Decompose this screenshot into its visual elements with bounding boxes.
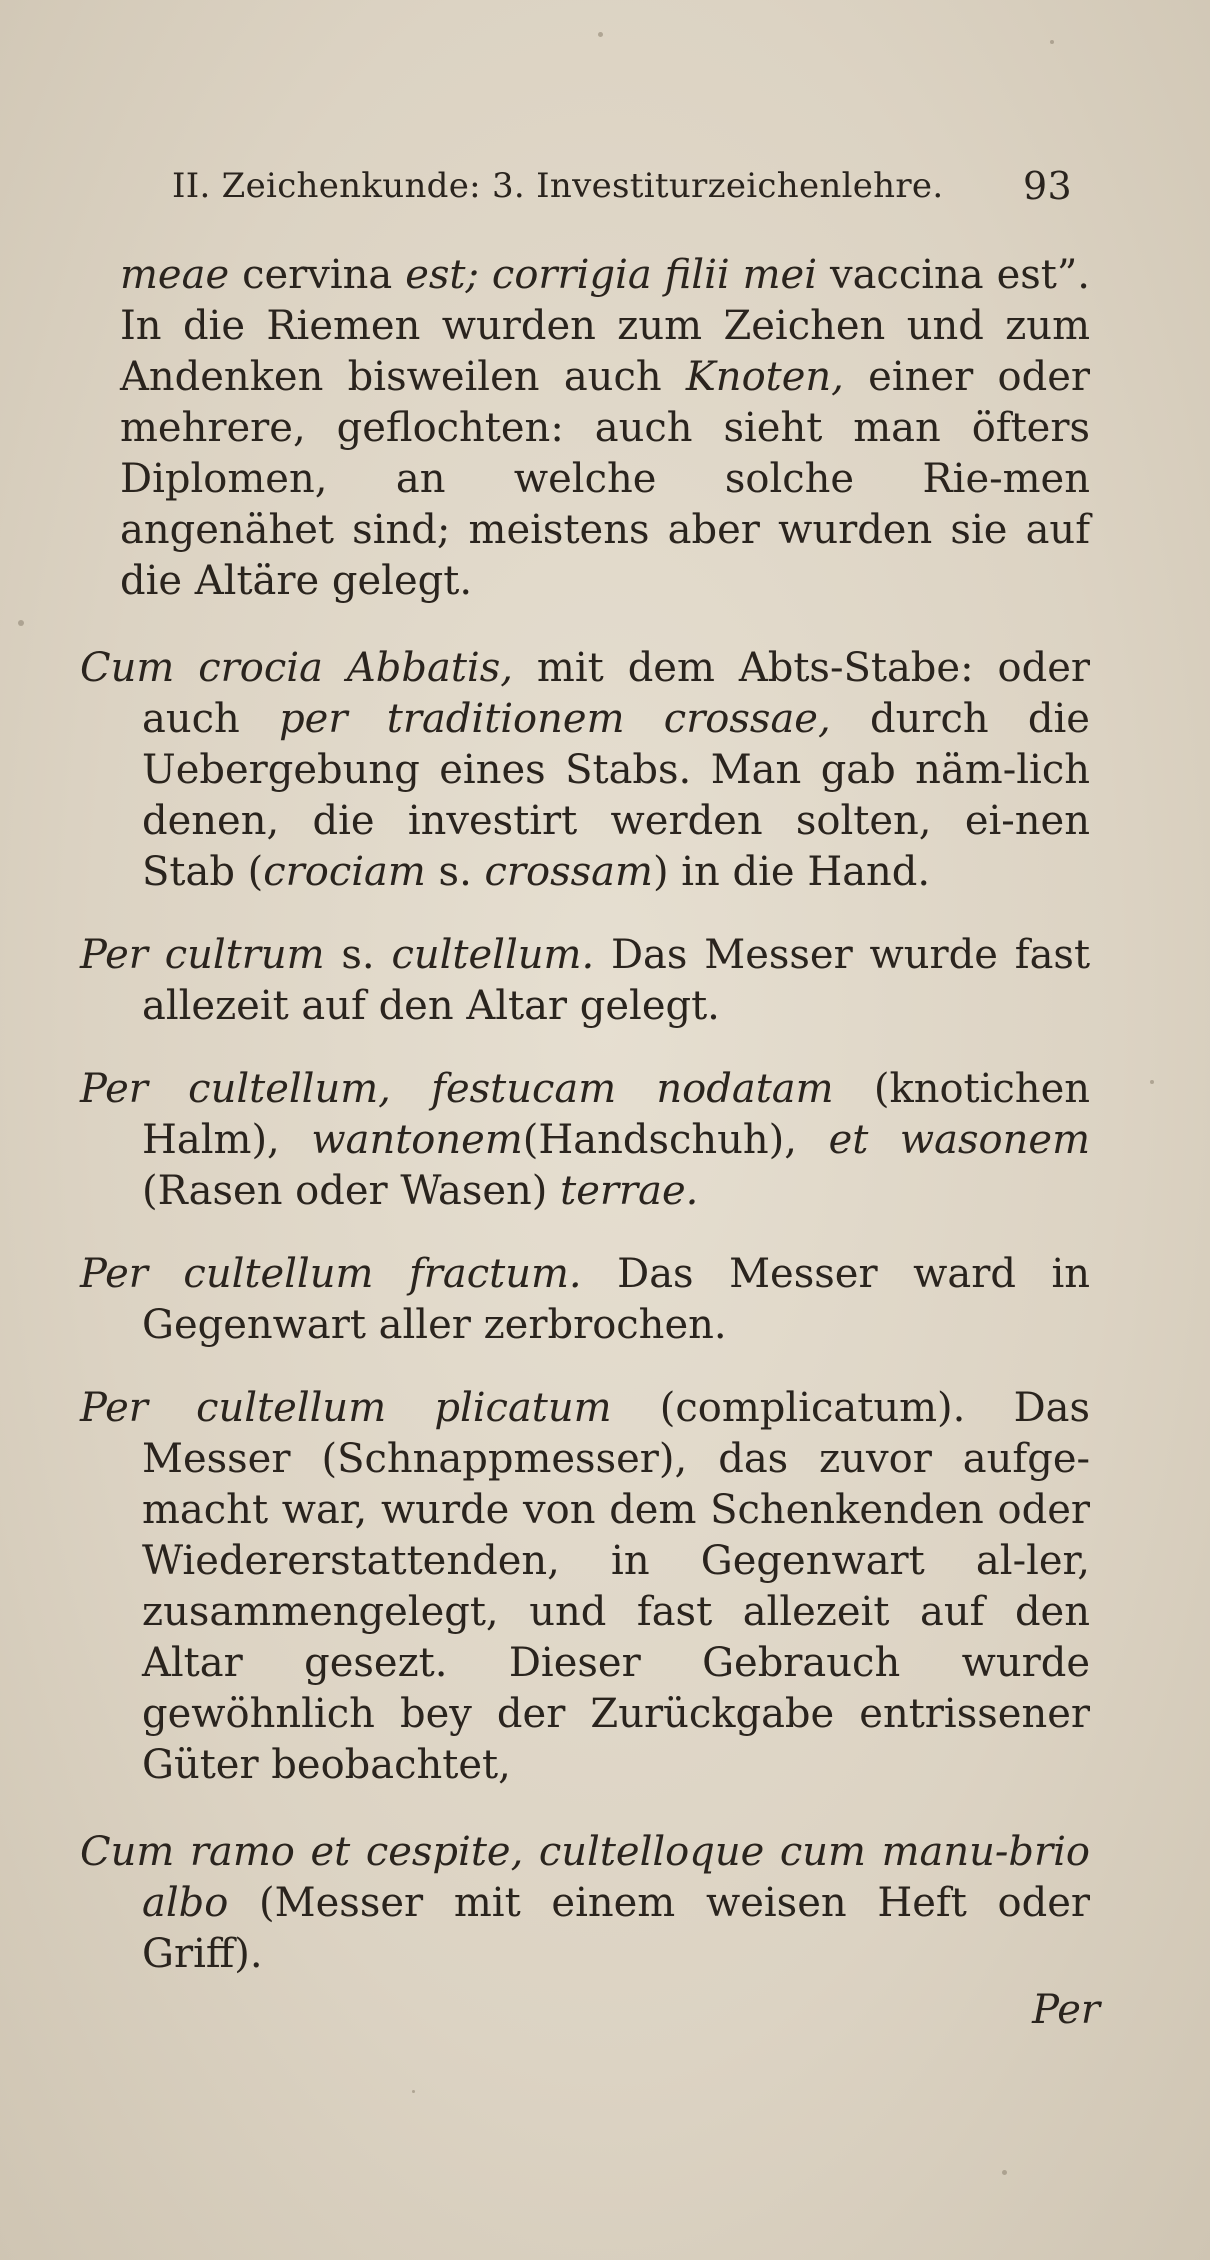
entry-per-cultellum-festucam [80,1064,1090,1217]
text-span: corrigia filii mei [491,252,818,298]
text-span: s. [425,849,485,895]
entry-cum-ramo [80,1827,1090,1980]
text-span: einer oder mehrere, geflochten: auch sieht man öfters Diplomen, an welche solche Rie-men angenähet sind; meistens aber wurden sie auf die Altäre gelegt. [120,354,1090,604]
paper-speck [598,32,603,37]
text-span: Das Messer ward in Gegenwart aller zerbrochen. [142,1251,1090,1348]
text-span: mit dem Abts-Stabe: oder auch [142,645,1091,742]
text-span: crossam [484,849,653,895]
text-span: (complicatum). Das Messer (Schnappmesser), das zuvor aufge-macht war, wurde von dem Schenkenden oder Wiedererstattenden, in Gegenwart al-ler, zusammengelegt, und fast allezeit auf den Altar gesezt. Dieser Gebrauch wurde gewöhnlich bey der Zurückgabe entrissener Güter beobachtet, [142,1385,1091,1788]
text-span: (Messer mit einem weisen Heft oder Griff). [142,1880,1090,1977]
text-span: et wasonem [828,1117,1090,1163]
text-span: ) in die Hand. [652,849,931,895]
text-span: Das Messer wurde fast allezeit auf den Altar gelegt. [142,932,1091,1029]
entry-per-cultellum-plicatum [80,1383,1090,1791]
paragraph-continuation [80,250,1090,607]
text-span: vaccina est”. In die Riemen wurden zum Zeichen und zum Andenken bisweilen auch [120,252,1091,400]
paper-speck [1150,1080,1154,1084]
text-span: terrae. [560,1168,699,1214]
text-span: (Rasen oder Wasen) [142,1168,561,1214]
entry-per-cultellum-fractum [80,1249,1090,1351]
entry-lemma: Per cultellum plicatum [80,1385,612,1431]
text-span: per traditionem crossae, [279,696,831,742]
text-span: s. [324,932,392,978]
paper-speck [1050,40,1054,44]
entry-lemma: Per cultellum fractum. [80,1251,582,1297]
paper-speck [18,620,24,626]
entry-lemma: Per cultellum, festucam nodatam [80,1066,834,1112]
text-span [479,252,492,298]
body-text [80,250,1090,1980]
paper-speck [1002,2170,1007,2175]
running-head [172,158,1072,214]
text-span: est; [405,252,479,298]
paper-speck [412,2090,415,2093]
text-span: cultellum. [391,932,595,978]
text-span: durch die Uebergebung eines Stabs. Man gab näm-lich denen, die investirt werden solten, ei-nen Stab ( [142,696,1090,895]
entry-cum-crocia [80,643,1090,898]
entry-lemma: Per cultrum [80,932,325,978]
text-span: (Handschuh), [522,1117,829,1163]
text-span: Knoten, [685,354,844,400]
page-number: 93 [1023,164,1072,208]
text-span: wantonem [311,1117,523,1163]
text-span: cervina [229,252,406,298]
entry-per-cultrum [80,930,1090,1032]
entry-lemma: Cum crocia Abbatis, [80,645,513,691]
text-span: crociam [263,849,426,895]
catchword: Per [1032,1987,1100,2033]
text-span: (knotichen Halm), [142,1066,1090,1163]
entry-lemma: Cum ramo et cespite, cultelloque cum manu-brio albo [80,1829,1090,1926]
running-head-title: II. Zeichenkunde: 3. Investiturzeichenlehre. [172,166,944,206]
text-span: meae [120,252,230,298]
